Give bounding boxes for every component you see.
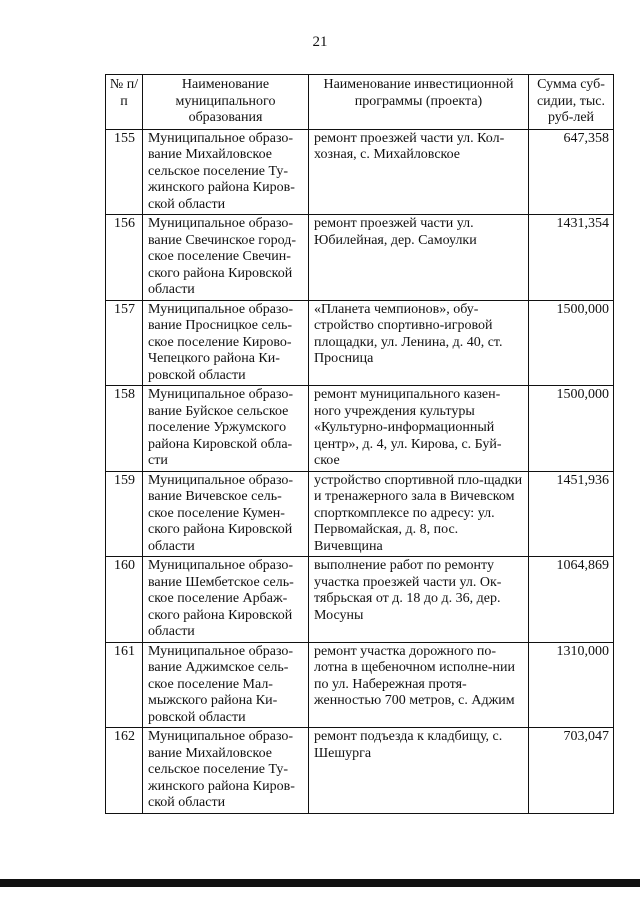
- row-number: 158: [106, 386, 143, 472]
- table-header-row: [106, 75, 614, 130]
- row-municipality: Муниципальное образо-вание Свечинское город-ское поселение Свечин-ского района Кировской области: [143, 215, 309, 301]
- table-row: [106, 386, 614, 472]
- row-sum: 1500,000: [529, 300, 614, 386]
- row-municipality: Муниципальное образо-вание Буйское сельское поселение Уржумского района Кировской обла-сти: [143, 386, 309, 472]
- row-sum: 1500,000: [529, 386, 614, 472]
- header-number: № п/п: [106, 75, 143, 130]
- row-program: выполнение работ по ремонту участка проезжей части ул. Ок-тябрьская от д. 18 до д. 36, дер. Мосуны: [309, 557, 529, 643]
- row-sum: 703,047: [529, 728, 614, 814]
- row-sum: 1310,000: [529, 642, 614, 728]
- row-program: устройство спортивной пло-щадки и тренажерного зала в Вичевском спорткомплексе по адресу: ул. Первомайская, д. 8, пос. Вичевщина: [309, 471, 529, 557]
- row-number: 162: [106, 728, 143, 814]
- row-number: 160: [106, 557, 143, 643]
- row-number: 156: [106, 215, 143, 301]
- header-subsidy-sum: Сумма суб-сидии, тыс. руб-лей: [529, 75, 614, 130]
- row-sum: 647,358: [529, 129, 614, 215]
- row-sum: 1431,354: [529, 215, 614, 301]
- row-municipality: Муниципальное образо-вание Шембетское сель-ское поселение Арбаж-ского района Кировской области: [143, 557, 309, 643]
- row-number: 161: [106, 642, 143, 728]
- table-row: [106, 300, 614, 386]
- table-row: [106, 471, 614, 557]
- header-program: Наименование инвестиционной программы (проекта): [309, 75, 529, 130]
- row-program: ремонт участка дорожного по-лотна в щебеночном исполне-нии по ул. Набережная протя-женностью 700 метров, с. Аджим: [309, 642, 529, 728]
- row-municipality: Муниципальное образо-вание Аджимское сель-ское поселение Мал-мыжского района Ки-ровской области: [143, 642, 309, 728]
- table-row: [106, 728, 614, 814]
- table-row: [106, 642, 614, 728]
- subsidy-table: [105, 74, 614, 814]
- page-bottom-rule: [0, 879, 640, 887]
- row-municipality: Муниципальное образо-вание Просницкое сель-ское поселение Кирово-Чепецкого района Ки-ровской области: [143, 300, 309, 386]
- row-sum: 1064,869: [529, 557, 614, 643]
- row-program: ремонт подъезда к кладбищу, с. Шешурга: [309, 728, 529, 814]
- row-municipality: Муниципальное образо-вание Вичевское сель-ское поселение Кумен-ского района Кировской области: [143, 471, 309, 557]
- table-row: [106, 215, 614, 301]
- row-number: 159: [106, 471, 143, 557]
- row-number: 157: [106, 300, 143, 386]
- row-municipality: Муниципальное образо-вание Михайловское сельское поселение Ту-жинского района Киров-ской области: [143, 129, 309, 215]
- header-municipality: Наименование муниципального образования: [143, 75, 309, 130]
- row-sum: 1451,936: [529, 471, 614, 557]
- row-municipality: Муниципальное образо-вание Михайловское сельское поселение Ту-жинского района Киров-ской области: [143, 728, 309, 814]
- row-program: «Планета чемпионов», обу-стройство спортивно-игровой площадки, ул. Ленина, д. 40, ст. Просница: [309, 300, 529, 386]
- table-row: [106, 129, 614, 215]
- row-program: ремонт проезжей части ул. Кол-хозная, с. Михайловское: [309, 129, 529, 215]
- row-number: 155: [106, 129, 143, 215]
- table-row: [106, 557, 614, 643]
- row-program: ремонт муниципального казен-ного учреждения культуры «Культурно-информационный центр», д. 4, ул. Кирова, с. Буй-ское: [309, 386, 529, 472]
- row-program: ремонт проезжей части ул. Юбилейная, дер. Самоулки: [309, 215, 529, 301]
- page-number: 21: [312, 34, 328, 50]
